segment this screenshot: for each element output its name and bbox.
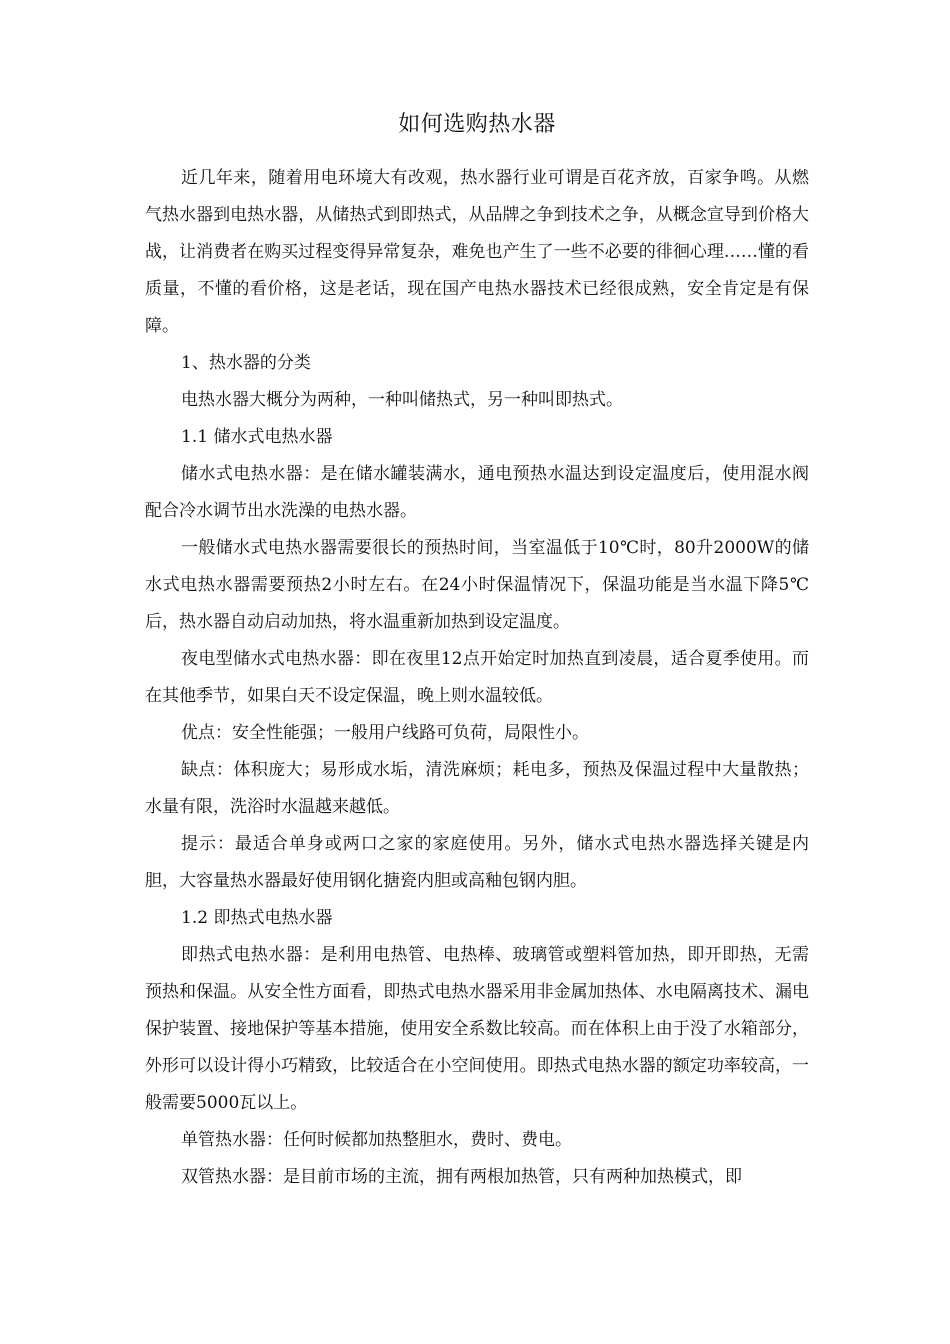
paragraph-intro: 近几年来，随着用电环境大有改观，热水器行业可谓是百花齐放，百家争鸣。从燃气热水器到电热水器，从储热式到即热式，从品牌之争到技术之争，从概念宣导到价格大战，让消费者在购买过程变得异常复杂，难免也产生了一些不必要的徘徊心理……懂的看质量，不懂的看价格，这是老话，现在国产电热水器技术已经很成熟，安全肯定是有保障。 [145, 168, 809, 336]
document-page [145, 108, 809, 1196]
paragraph-tip: 提示：最适合单身或两口之家的家庭使用。另外，储水式电热水器选择关键是内胆，大容量热水器最好使用钢化搪瓷内胆或高釉包钢内胆。 [145, 834, 809, 891]
paragraph-types: 电热水器大概分为两种，一种叫储热式，另一种叫即热式。 [181, 390, 623, 410]
section-heading-instant: 1.2 即热式电热水器 [181, 908, 333, 928]
paragraph-disadvantages: 缺点：体积庞大；易形成水垢，清洗麻烦；耗电多，预热及保温过程中大量散热；水量有限，洗浴时水温越来越低。 [145, 760, 809, 817]
paragraph-single-tube: 单管热水器：任何时候都加热整胆水，费时、费电。 [181, 1130, 572, 1150]
paragraph-storage-definition: 储水式电热水器：是在储水罐装满水，通电预热水温达到设定温度后，使用混水阀配合冷水调节出水洗澡的电热水器。 [145, 464, 809, 521]
paragraph-advantages: 优点：安全性能强；一般用户线路可负荷，局限性小。 [181, 723, 589, 743]
section-heading-storage: 1.1 储水式电热水器 [181, 427, 333, 447]
paragraph-instant-definition: 即热式电热水器：是利用电热管、电热棒、玻璃管或塑料管加热，即开即热，无需预热和保温。从安全性方面看，即热式电热水器采用非金属加热体、水电隔离技术、漏电保护装置、接地保护等基本措施，使用安全系数比较高。而在体积上由于没了水箱部分，外形可以设计得小巧精致，比较适合在小空间使用。即热式电热水器的额定功率较高，一般需要5000瓦以上。 [145, 945, 809, 1113]
section-heading-classification: 1、热水器的分类 [181, 353, 311, 373]
paragraph-double-tube: 双管热水器：是目前市场的主流，拥有两根加热管，只有两种加热模式，即 [181, 1167, 742, 1187]
paragraph-night-power: 夜电型储水式电热水器：即在夜里12点开始定时加热直到凌晨，适合夏季使用。而在其他季节，如果白天不设定保温，晚上则水温较低。 [145, 649, 809, 706]
document-title: 如何选购热水器 [398, 112, 556, 137]
paragraph-storage-preheat: 一般储水式电热水器需要很长的预热时间，当室温低于10℃时，80升2000W的储水式电热水器需要预热2小时左右。在24小时保温情况下，保温功能是当水温下降5℃后，热水器自动启动加热，将水温重新加热到设定温度。 [145, 538, 809, 632]
